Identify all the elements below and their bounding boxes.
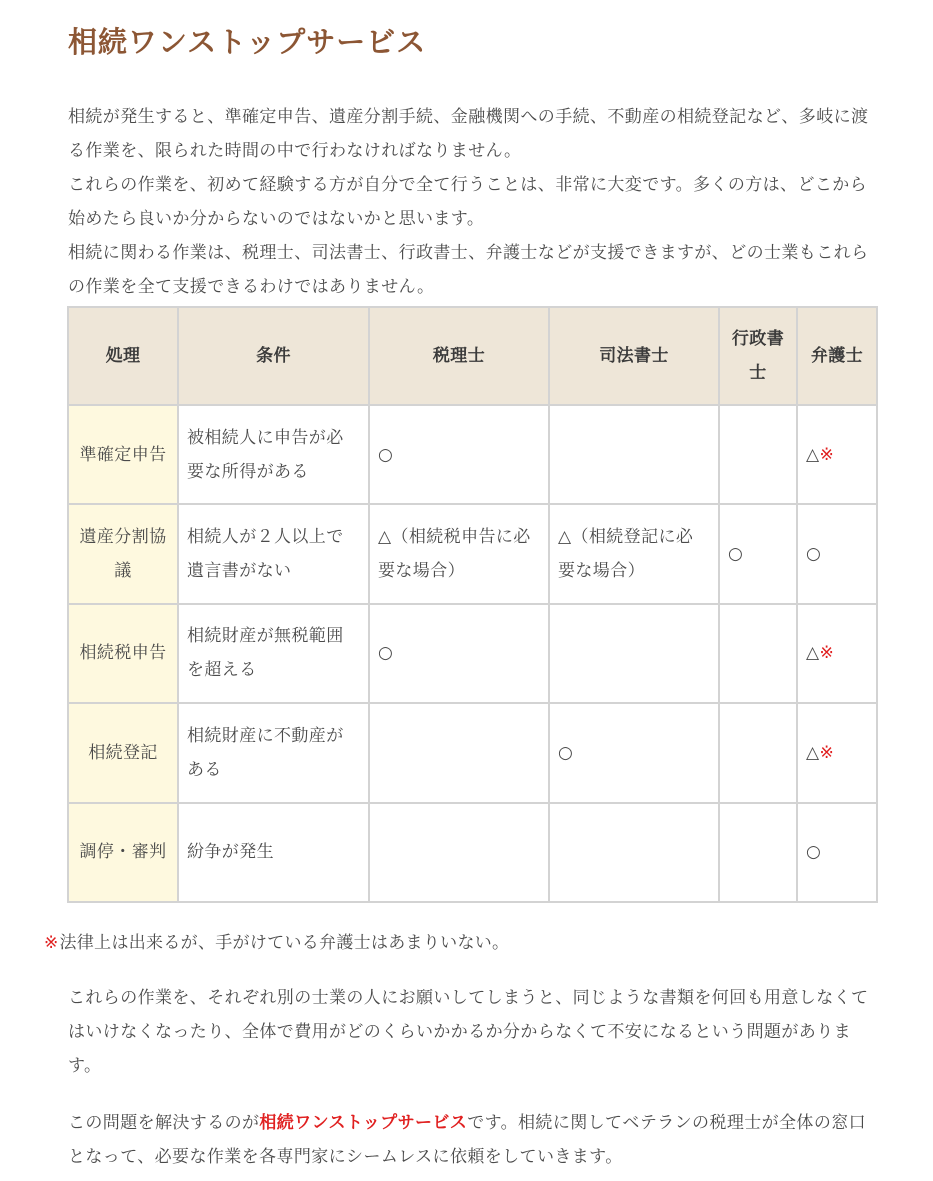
cell-tax-accountant: △（相続税申告に必要な場合） bbox=[369, 504, 549, 603]
intro-text bbox=[68, 100, 874, 304]
cell-condition: 相続財産に不動産がある bbox=[178, 703, 369, 802]
cell-judicial-scrivener bbox=[549, 405, 719, 504]
cell-judicial-scrivener: △（相続登記に必要な場合） bbox=[549, 504, 719, 603]
body-paragraph-highlight bbox=[68, 1106, 874, 1174]
cell-process: 相続登記 bbox=[68, 703, 178, 802]
asterisk-mark: ※ bbox=[819, 742, 835, 763]
cell-process: 準確定申告 bbox=[68, 405, 178, 504]
cell-process: 遺産分割協議 bbox=[68, 504, 178, 603]
footnote bbox=[44, 926, 509, 960]
cell-lawyer-mark: △ bbox=[806, 444, 820, 465]
cell-condition: 相続人が２人以上で遺言書がない bbox=[178, 504, 369, 603]
table-row bbox=[68, 405, 877, 504]
intro-paragraph: 相続に関わる作業は、税理士、司法書士、行政書士、弁護士などが支援できますが、どの士業もこれらの作業を全て支援できるわけではありません。 bbox=[68, 243, 869, 297]
cell-condition: 紛争が発生 bbox=[178, 803, 369, 902]
body-text-before: この問題を解決するのが bbox=[68, 1113, 260, 1133]
cell-tax-accountant bbox=[369, 703, 549, 802]
cell-judicial-scrivener: ○ bbox=[549, 703, 719, 802]
cell-lawyer-mark: △ bbox=[806, 643, 820, 664]
header-administrative-scrivener: 行政書士 bbox=[719, 307, 797, 405]
asterisk-mark: ※ bbox=[819, 444, 835, 465]
cell-condition: 被相続人に申告が必要な所得がある bbox=[178, 405, 369, 504]
cell-judicial-scrivener bbox=[549, 803, 719, 902]
cell-administrative-scrivener bbox=[719, 803, 797, 902]
asterisk-mark: ※ bbox=[819, 643, 835, 664]
cell-lawyer-mark: ○ bbox=[806, 544, 822, 565]
service-name-highlight: 相続ワンストップサービス bbox=[259, 1113, 468, 1133]
cell-administrative-scrivener bbox=[719, 604, 797, 703]
section-title: 相続ワンストップサービス bbox=[68, 25, 427, 59]
header-tax-accountant: 税理士 bbox=[369, 307, 549, 405]
footnote-mark: ※ bbox=[44, 933, 59, 953]
intro-paragraph: 相続が発生すると、準確定申告、遺産分割手続、金融機関への手続、不動産の相続登記など、多岐に渡る作業を、限られた時間の中で行わなければなりません。 bbox=[68, 107, 869, 161]
cell-administrative-scrivener: ○ bbox=[719, 504, 797, 603]
intro-paragraph: これらの作業を、初めて経験する方が自分で全て行うことは、非常に大変です。多くの方は、どこから始めたら良いか分からないのではないかと思います。 bbox=[68, 175, 868, 229]
cell-lawyer bbox=[797, 504, 877, 603]
services-table bbox=[67, 306, 878, 903]
body-paragraph: これらの作業を、それぞれ別の士業の人にお願いしてしまうと、同じような書類を何回も用意しなくてはいけなくなったり、全体で費用がどのくらいかかるか分からなくて不安になるという問題があります。 bbox=[68, 988, 869, 1076]
table-row bbox=[68, 504, 877, 603]
cell-condition: 相続財産が無税範囲を超える bbox=[178, 604, 369, 703]
header-lawyer: 弁護士 bbox=[797, 307, 877, 405]
header-process: 処理 bbox=[68, 307, 178, 405]
cell-lawyer bbox=[797, 604, 877, 703]
table-row bbox=[68, 703, 877, 802]
cell-lawyer-mark: ○ bbox=[806, 842, 822, 863]
cell-lawyer bbox=[797, 703, 877, 802]
cell-administrative-scrivener bbox=[719, 405, 797, 504]
cell-judicial-scrivener bbox=[549, 604, 719, 703]
cell-lawyer-mark: △ bbox=[806, 742, 820, 763]
cell-tax-accountant: ○ bbox=[369, 604, 549, 703]
cell-process: 調停・審判 bbox=[68, 803, 178, 902]
body-text-after: です。相続に関してベテランの税理士が全体の窓口となって、必要な作業を各専門家にシームレスに依頼をしていきます。 bbox=[68, 1113, 867, 1167]
table-row bbox=[68, 803, 877, 902]
cell-process: 相続税申告 bbox=[68, 604, 178, 703]
footnote-text: 法律上は出来るが、手がけている弁護士はあまりいない。 bbox=[59, 933, 510, 953]
cell-administrative-scrivener bbox=[719, 703, 797, 802]
header-judicial-scrivener: 司法書士 bbox=[549, 307, 719, 405]
header-condition: 条件 bbox=[178, 307, 369, 405]
table-header-row bbox=[68, 307, 877, 405]
cell-tax-accountant: ○ bbox=[369, 405, 549, 504]
cell-lawyer bbox=[797, 803, 877, 902]
cell-lawyer bbox=[797, 405, 877, 504]
table-row bbox=[68, 604, 877, 703]
cell-tax-accountant bbox=[369, 803, 549, 902]
